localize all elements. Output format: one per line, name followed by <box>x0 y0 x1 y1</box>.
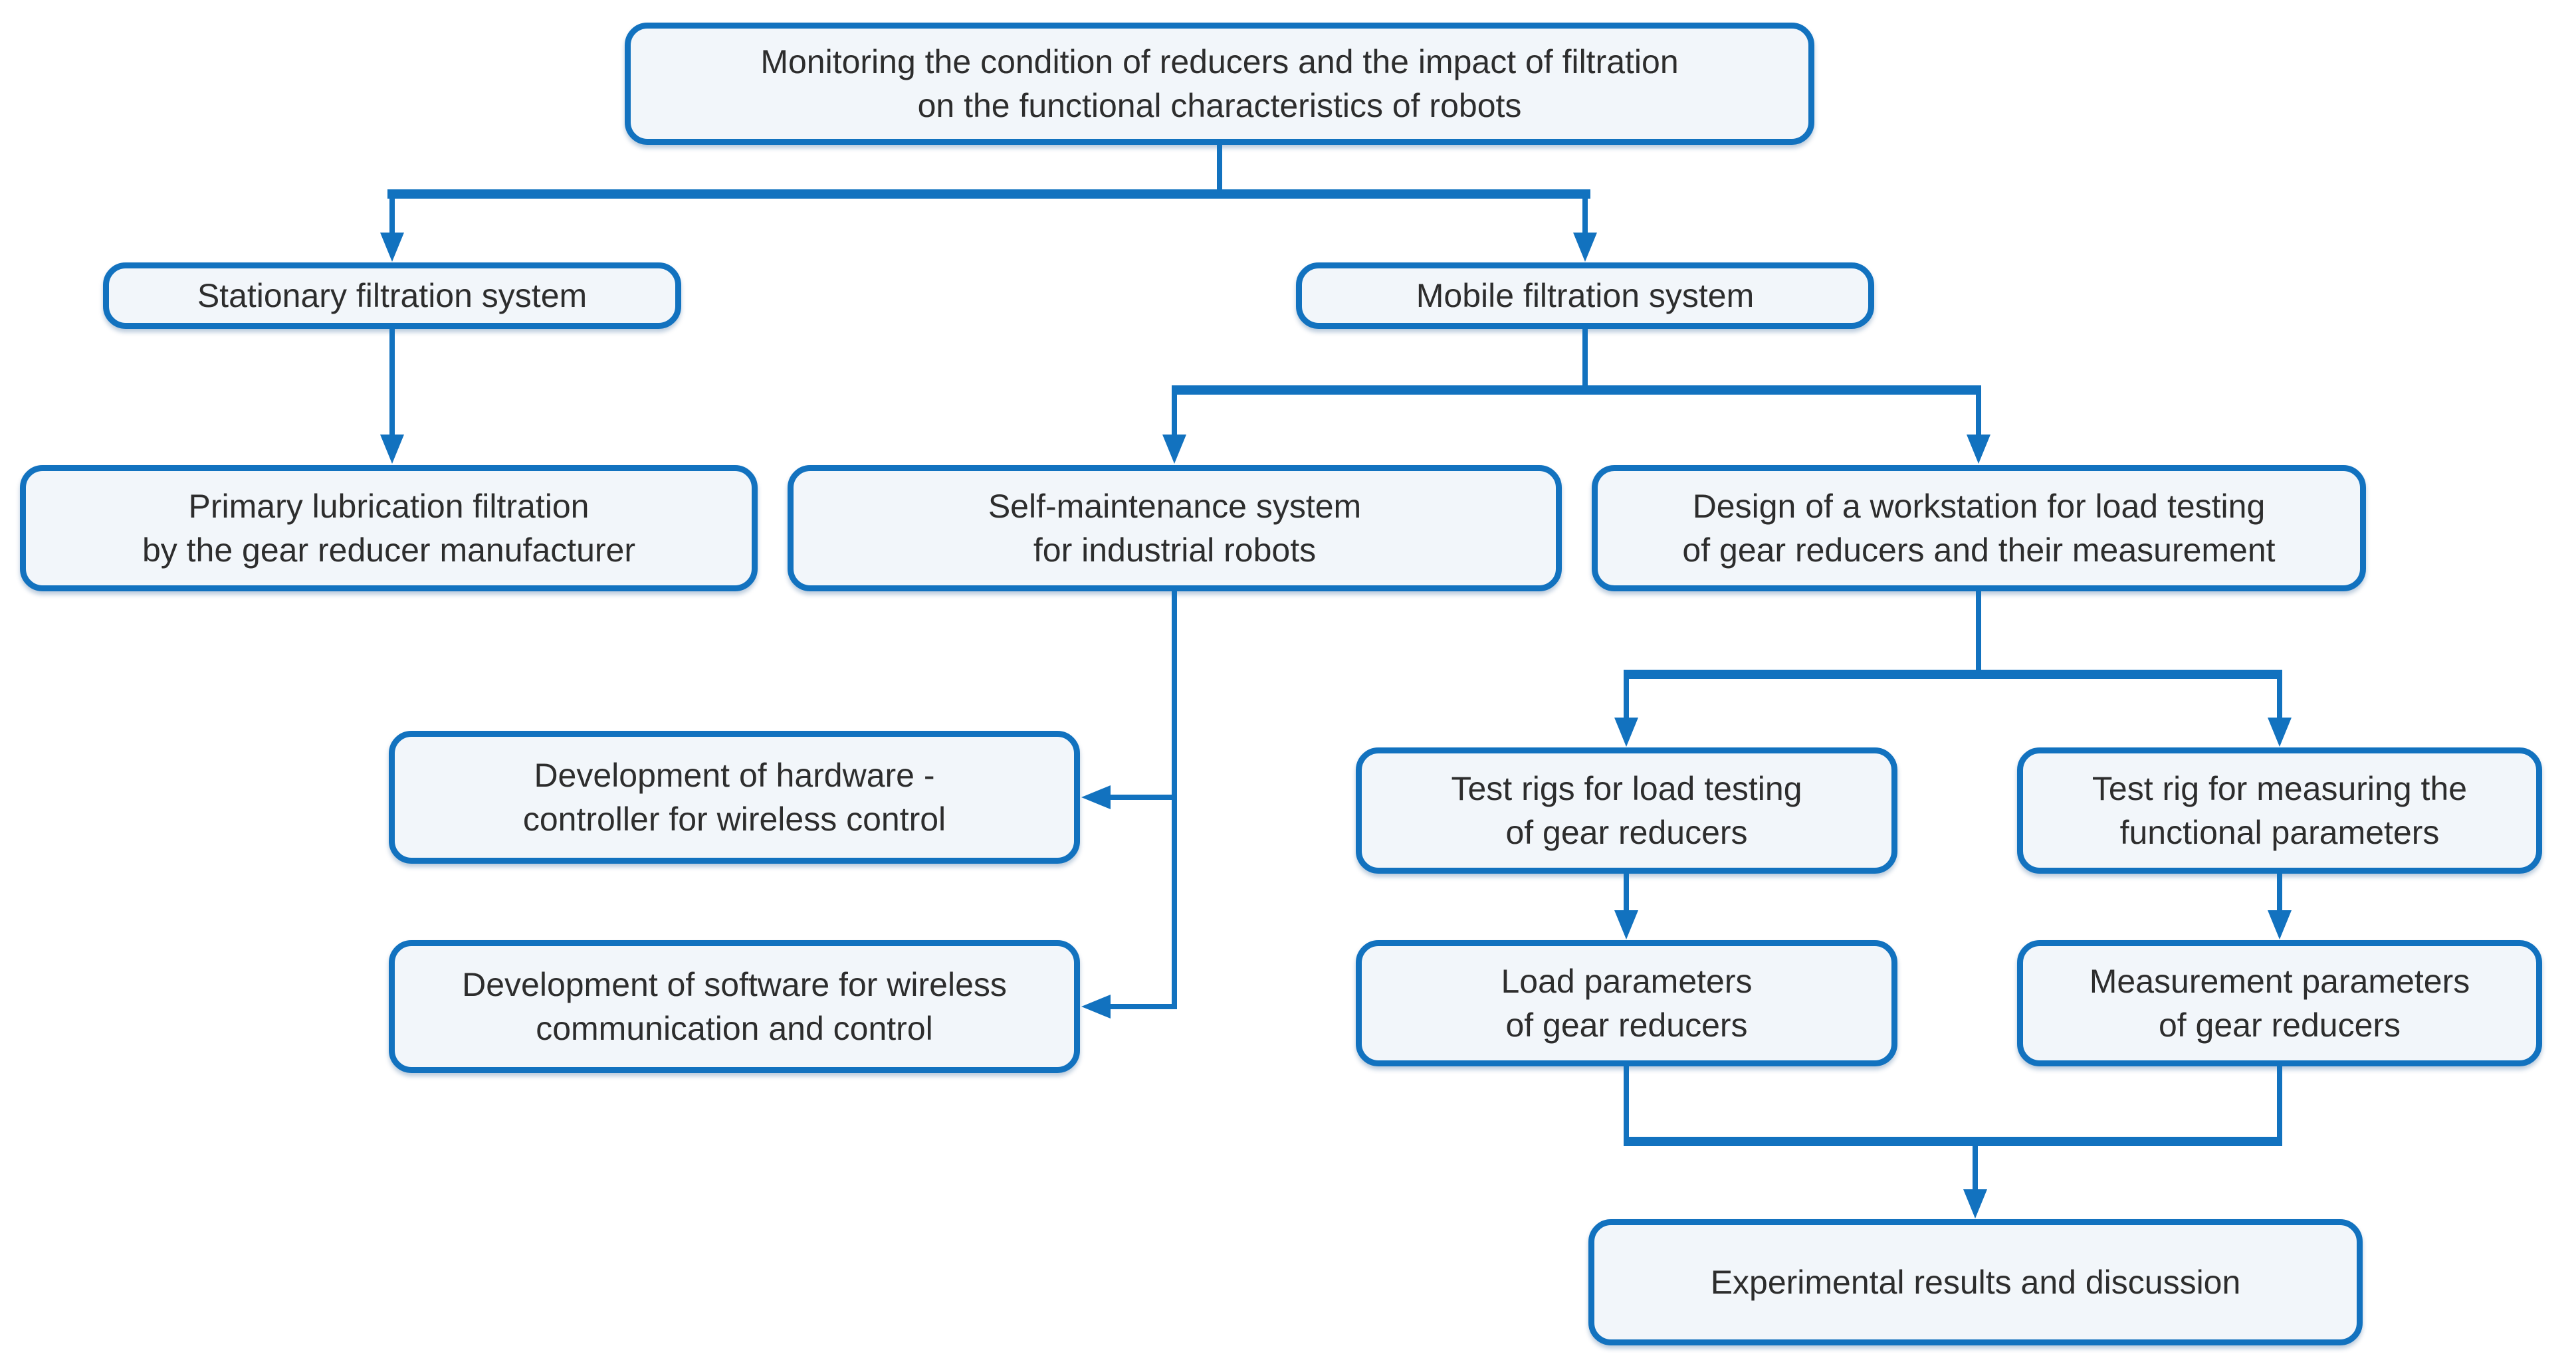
connector-to-load-parameters <box>1624 874 1629 912</box>
connector-to-software <box>1103 1004 1177 1009</box>
connector-self-maintenance-stem <box>1172 591 1177 1009</box>
arrow-down-icon <box>1963 1189 1987 1219</box>
connector-measurement-params-stem <box>2277 1066 2282 1141</box>
arrow-down-icon <box>1614 718 1638 747</box>
node-monitoring-label-line2: on the functional characteristics of robots <box>917 87 1522 124</box>
connector-root-stem <box>1217 144 1222 196</box>
connector-to-test-rigs-load <box>1624 670 1629 720</box>
node-primary-lubrication-label-line2: by the gear reducer manufacturer <box>142 532 636 569</box>
arrow-down-icon <box>2268 718 2292 747</box>
node-primary-lubrication-label-line1: Primary lubrication filtration <box>188 488 590 525</box>
connector-to-test-rig-measuring <box>2277 670 2282 720</box>
node-workstation-design <box>1592 465 2366 591</box>
node-load-parameters <box>1356 940 1897 1066</box>
connector-to-hardware <box>1103 795 1177 800</box>
connector-design-stem <box>1976 591 1981 676</box>
connector-load-params-stem <box>1624 1066 1629 1141</box>
node-experimental-results-label: Experimental results and discussion <box>1710 1264 2241 1301</box>
node-measurement-parameters-label-line1: Measurement parameters <box>2089 963 2470 1000</box>
connector-stationary-to-primary <box>389 329 395 437</box>
node-self-maintenance <box>788 465 1562 591</box>
node-test-rig-measuring <box>2017 747 2542 874</box>
connector-root-split-bar <box>387 189 1590 199</box>
node-workstation-design-label-line2: of gear reducers and their measurement <box>1682 532 2276 569</box>
node-monitoring <box>625 23 1814 145</box>
node-self-maintenance-label-line1: Self-maintenance system <box>988 488 1362 525</box>
node-software-development-label-line2: communication and control <box>536 1010 933 1047</box>
node-measurement-parameters-label-line2: of gear reducers <box>2158 1007 2401 1044</box>
connector-merge-bar <box>1624 1137 2282 1146</box>
node-measurement-parameters <box>2017 940 2542 1066</box>
node-load-parameters-label-line2: of gear reducers <box>1505 1007 1748 1044</box>
arrow-left-icon <box>1081 785 1111 809</box>
connector-to-mobile <box>1582 189 1588 235</box>
arrow-down-icon <box>380 233 404 262</box>
node-monitoring-label-line1: Monitoring the condition of reducers and the impact of filtration <box>760 43 1679 80</box>
node-test-rigs-load-label-line1: Test rigs for load testing <box>1451 770 1802 807</box>
node-software-development <box>389 940 1080 1073</box>
connector-to-measurement-parameters <box>2277 874 2282 912</box>
node-hardware-development-label-line1: Development of hardware - <box>534 757 935 794</box>
node-test-rig-measuring-label-line2: functional parameters <box>2119 814 2440 851</box>
connector-to-stationary <box>389 189 395 235</box>
connector-mobile-stem <box>1582 329 1588 393</box>
node-stationary-filtration <box>103 262 681 329</box>
node-test-rigs-load <box>1356 747 1897 874</box>
node-test-rigs-load-label-line2: of gear reducers <box>1505 814 1748 851</box>
arrow-down-icon <box>380 435 404 464</box>
arrow-left-icon <box>1081 995 1111 1019</box>
arrow-down-icon <box>1162 435 1186 464</box>
arrow-down-icon <box>1614 910 1638 939</box>
node-mobile-filtration-label: Mobile filtration system <box>1416 277 1755 314</box>
connector-to-workstation-design <box>1976 385 1981 437</box>
node-self-maintenance-label-line2: for industrial robots <box>1033 532 1317 569</box>
connector-to-experimental <box>1973 1137 1978 1191</box>
node-software-development-label-line1: Development of software for wireless <box>462 966 1007 1003</box>
node-stationary-filtration-label: Stationary filtration system <box>197 277 588 314</box>
node-hardware-development-label-line2: controller for wireless control <box>522 801 946 838</box>
arrow-down-icon <box>1967 435 1990 464</box>
arrow-down-icon <box>1573 233 1597 262</box>
node-primary-lubrication <box>20 465 758 591</box>
node-workstation-design-label-line1: Design of a workstation for load testing <box>1692 488 2266 525</box>
node-mobile-filtration <box>1296 262 1874 329</box>
connector-to-self-maintenance <box>1172 385 1177 437</box>
node-experimental-results <box>1588 1219 2363 1345</box>
node-load-parameters-label-line1: Load parameters <box>1501 963 1753 1000</box>
arrow-down-icon <box>2268 910 2292 939</box>
node-hardware-development <box>389 731 1080 864</box>
node-test-rig-measuring-label-line1: Test rig for measuring the <box>2092 770 2468 807</box>
connector-mobile-split-bar <box>1172 385 1981 395</box>
connector-design-split-bar <box>1624 670 2282 679</box>
